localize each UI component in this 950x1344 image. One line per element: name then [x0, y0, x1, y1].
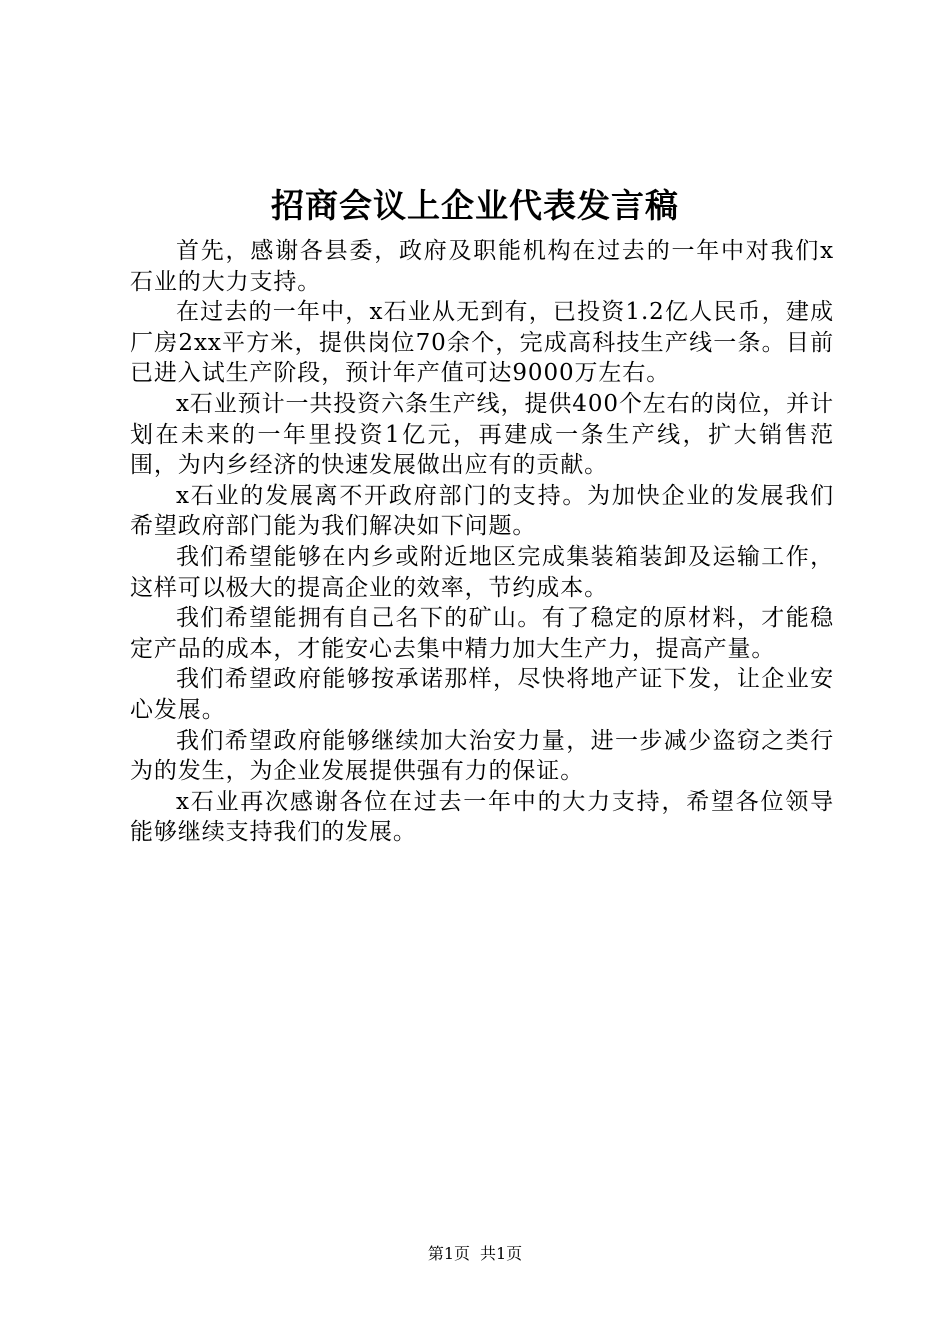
paragraph: 我们希望政府能够按承诺那样，尽快将地产证下发，让企业安心发展。: [130, 666, 834, 723]
paragraph: x石业预计一共投资六条生产线，提供400个左右的岗位，并计划在未来的一年里投资1亿元，再建成一条生产线，扩大销售范围，为内乡经济的快速发展做出应有的贡献。: [130, 390, 834, 479]
paragraph: 我们希望能够在内乡或附近地区完成集装箱装卸及运输工作，这样可以极大的提高企业的效率，节约成本。: [130, 543, 834, 601]
paragraph: x石业再次感谢各位在过去一年中的大力支持，希望各位领导能够继续支持我们的发展。: [130, 788, 834, 846]
page-number: 第1页: [427, 1244, 470, 1263]
paragraph: 在过去的一年中，x石业从无到有，已投资1.2亿人民币，建成厂房2xx平方米，提供岗位70余个，完成高科技生产线一条。目前已进入试生产阶段，预计年产值可达9000万左右。: [130, 299, 834, 387]
page-footer: [0, 1243, 950, 1265]
paragraph: 我们希望能拥有自己名下的矿山。有了稳定的原材料，才能稳定产品的成本，才能安心去集中精力加大生产力，提高产量。: [130, 605, 834, 662]
paragraph: x石业的发展离不开政府部门的支持。为加快企业的发展我们希望政府部门能为我们解决如下问题。: [130, 482, 834, 540]
paragraph: 我们希望政府能够继续加大治安力量，进一步减少盗窃之类行为的发生，为企业发展提供强有力的保证。: [130, 727, 834, 785]
document-body: [130, 236, 834, 848]
paragraph: 首先，感谢各县委，政府及职能机构在过去的一年中对我们x石业的大力支持。: [130, 238, 834, 295]
page-total: 共1页: [480, 1244, 523, 1263]
document-title: 招商会议上企业代表发言稿: [271, 186, 679, 225]
